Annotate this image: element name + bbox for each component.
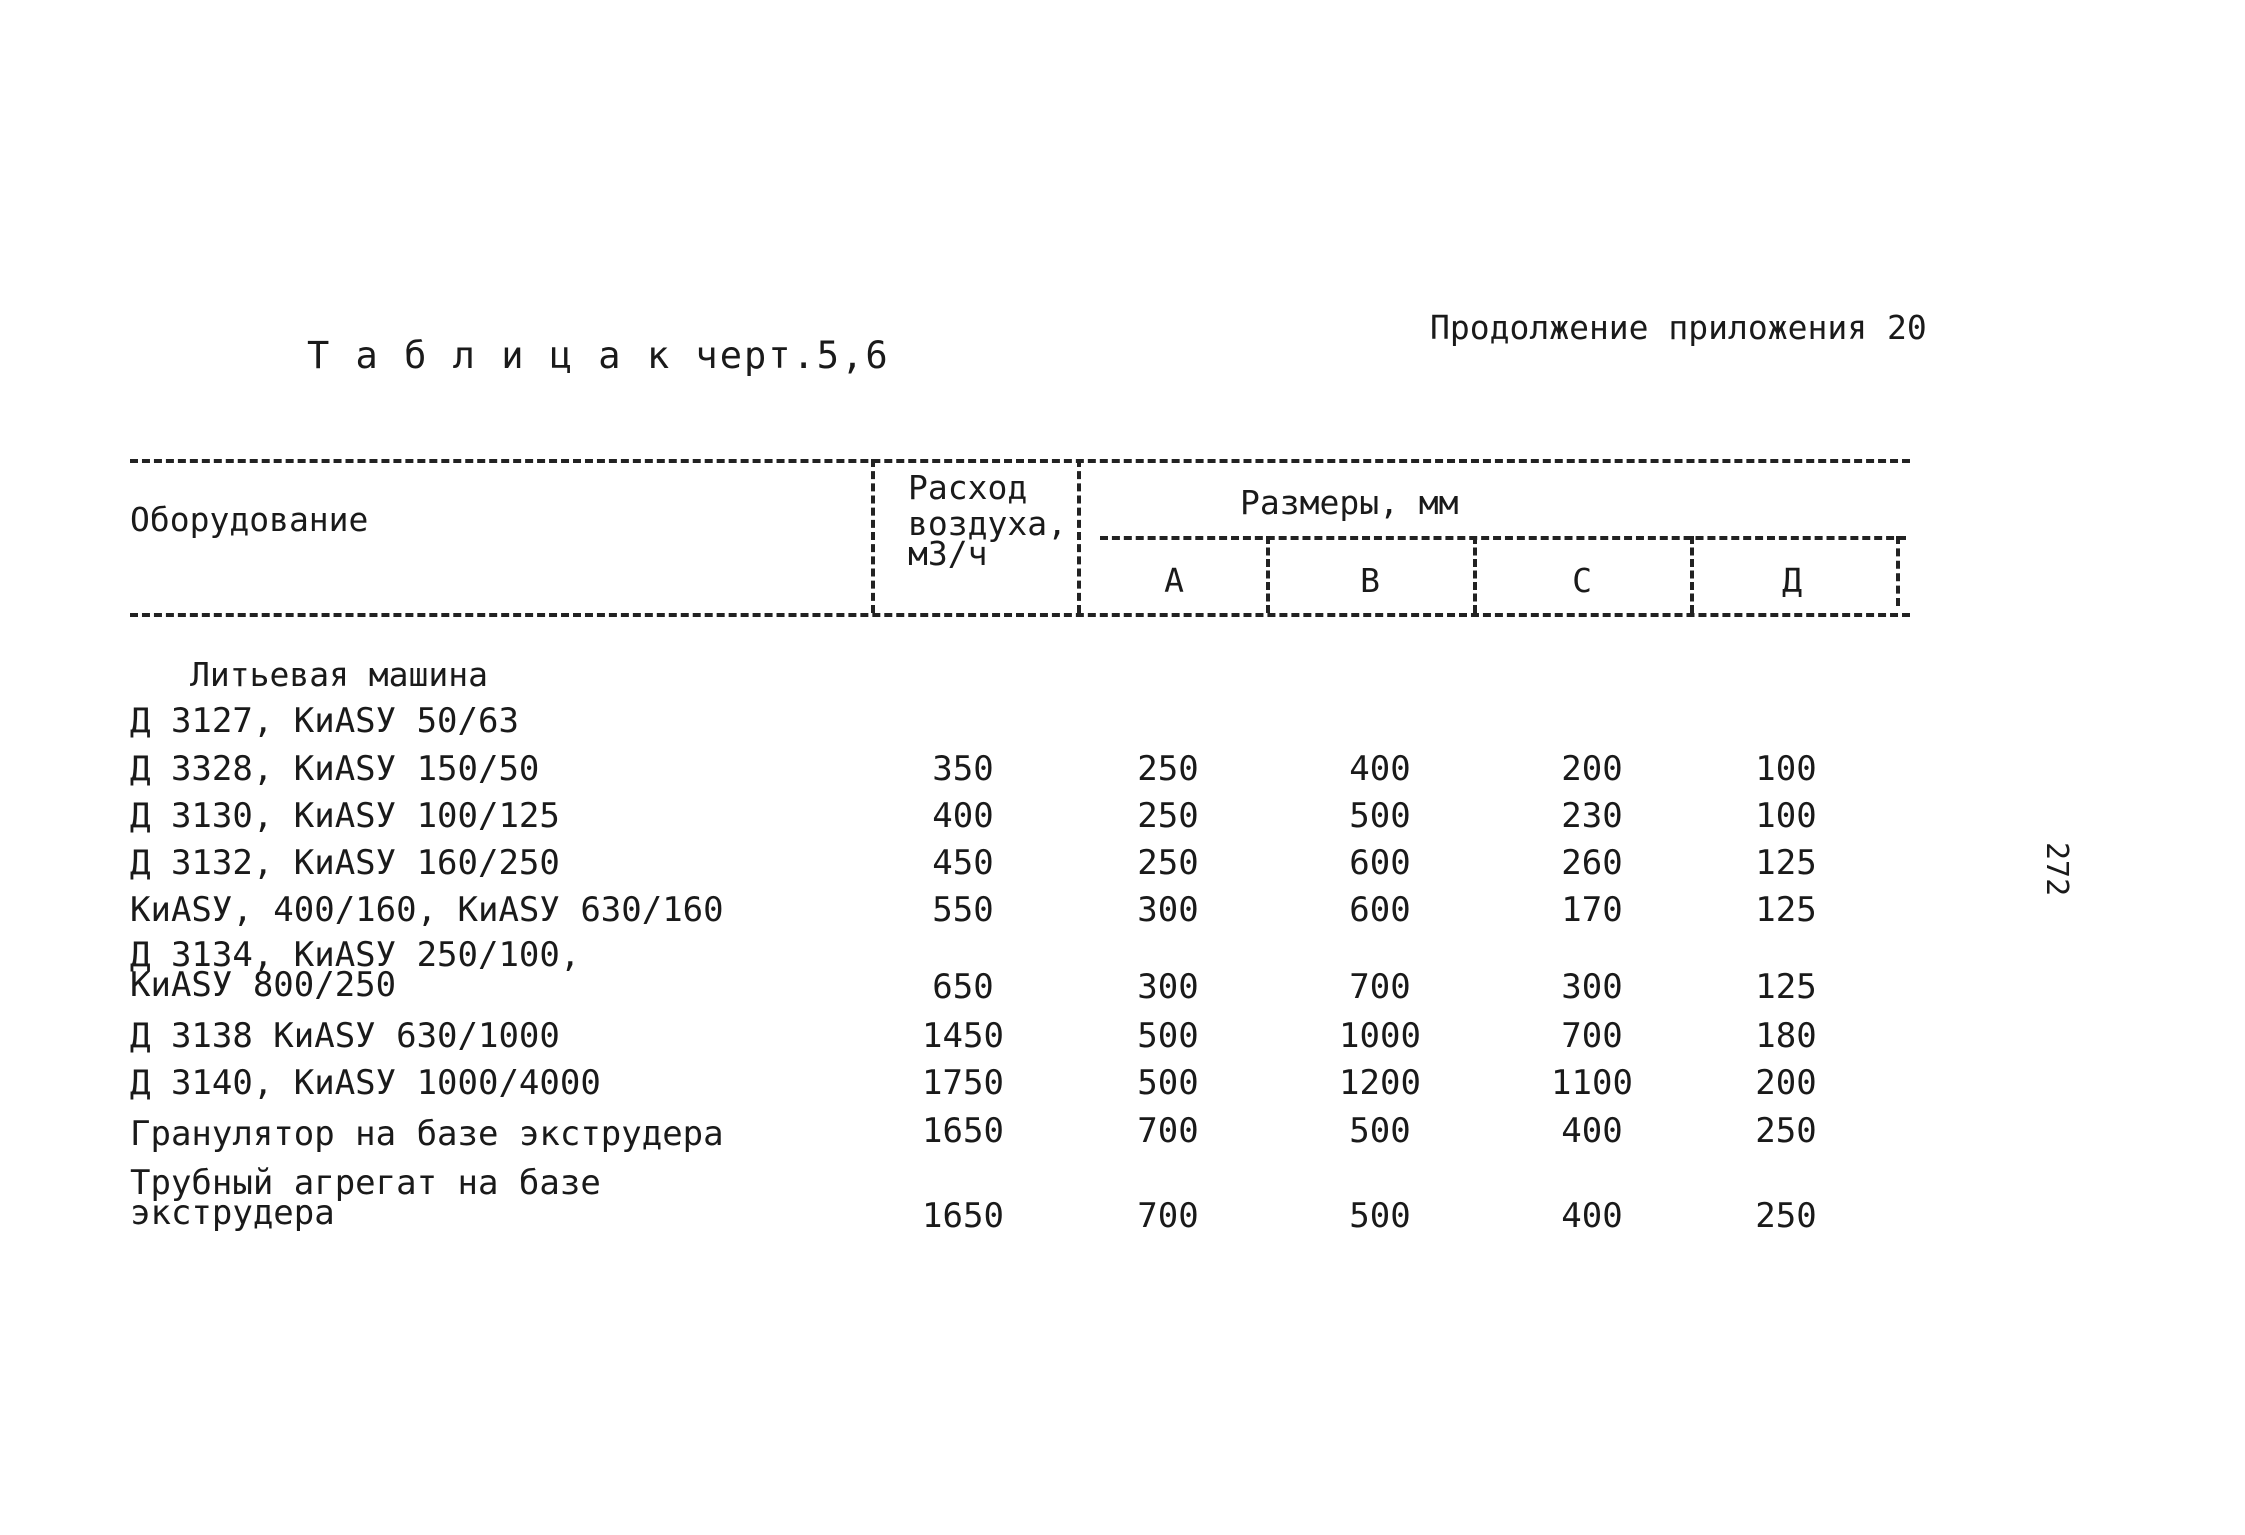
cell-air-flow: 650 — [932, 967, 994, 1007]
cell-c: 1100 — [1551, 1063, 1633, 1103]
cell-b: 400 — [1349, 749, 1411, 789]
cell-a: 250 — [1137, 796, 1199, 836]
header-col-d: Д — [1782, 561, 1802, 600]
row-name: Гранулятор на базе экструдера — [130, 1114, 724, 1154]
vrule-b-c — [1473, 536, 1477, 613]
header-air-flow-3: м3/ч — [908, 534, 988, 573]
row-name-line-1: Д 3134, КиASУ 250/100, — [130, 935, 581, 975]
header-col-b: В — [1360, 561, 1380, 600]
cell-c: 260 — [1561, 843, 1623, 883]
row-name: Д 3138 КиASУ 630/1000 — [130, 1016, 560, 1056]
cell-c: 230 — [1561, 796, 1623, 836]
cell-b: 700 — [1349, 967, 1411, 1007]
cell-air-flow: 1650 — [922, 1111, 1004, 1151]
cell-a: 250 — [1137, 843, 1199, 883]
row-name: КиASУ, 400/160, КиASУ 630/160 — [130, 890, 724, 930]
cell-c: 700 — [1561, 1016, 1623, 1056]
cell-d: 100 — [1755, 796, 1817, 836]
header-air-flow-1: Расход — [908, 468, 1028, 507]
cell-a: 700 — [1137, 1196, 1199, 1236]
page-number: 272 — [2039, 842, 2074, 897]
dimensions-rule — [1100, 536, 1906, 540]
cell-d: 200 — [1755, 1063, 1817, 1103]
vrule-a-b — [1266, 536, 1270, 613]
vrule-equipment-air — [871, 459, 875, 613]
row-name-line-2: КиASУ 800/250 — [130, 965, 397, 1005]
row-name: Д 3132, КиASУ 160/250 — [130, 843, 560, 883]
row-name: Д 3140, КиASУ 1000/4000 — [130, 1063, 601, 1103]
header-dimensions: Размеры, мм — [1240, 483, 1459, 522]
cell-b: 1200 — [1339, 1063, 1421, 1103]
cell-d: 125 — [1755, 890, 1817, 930]
table-top-rule — [130, 459, 1910, 463]
cell-d: 250 — [1755, 1196, 1817, 1236]
row-name: Д 3328, КиASУ 150/50 — [130, 749, 540, 789]
row-name-line-2: экструдера — [130, 1193, 335, 1233]
cell-d: 250 — [1755, 1111, 1817, 1151]
header-bottom-rule — [130, 613, 1910, 617]
cell-air-flow: 550 — [932, 890, 994, 930]
cell-a: 700 — [1137, 1111, 1199, 1151]
cell-air-flow: 450 — [932, 843, 994, 883]
cell-c: 200 — [1561, 749, 1623, 789]
row-name: Д 3127, КиASУ 50/63 — [130, 701, 519, 741]
vrule-air-dims — [1077, 459, 1081, 613]
row-name-line-1: Трубный агрегат на базе — [130, 1163, 601, 1203]
cell-a: 500 — [1137, 1063, 1199, 1103]
cell-a: 500 — [1137, 1016, 1199, 1056]
row-name: Д 3130, КиASУ 100/125 — [130, 796, 560, 836]
table-title: Т а б л и ц а к черт.5,6 — [307, 334, 890, 377]
cell-air-flow: 400 — [932, 796, 994, 836]
cell-b: 500 — [1349, 796, 1411, 836]
cell-b: 600 — [1349, 890, 1411, 930]
cell-air-flow: 350 — [932, 749, 994, 789]
header-col-c: С — [1572, 561, 1592, 600]
header-col-a: А — [1164, 561, 1184, 600]
cell-d: 125 — [1755, 843, 1817, 883]
group-label: Литьевая машина — [190, 655, 489, 694]
cell-b: 500 — [1349, 1111, 1411, 1151]
cell-d: 100 — [1755, 749, 1817, 789]
cell-c: 170 — [1561, 890, 1623, 930]
cell-c: 400 — [1561, 1111, 1623, 1151]
continuation-note: Продолжение приложения 20 — [1430, 308, 1927, 347]
cell-b: 1000 — [1339, 1016, 1421, 1056]
cell-c: 400 — [1561, 1196, 1623, 1236]
cell-air-flow: 1450 — [922, 1016, 1004, 1056]
cell-a: 250 — [1137, 749, 1199, 789]
cell-d: 125 — [1755, 967, 1817, 1007]
cell-d: 180 — [1755, 1016, 1817, 1056]
header-equipment: Оборудование — [130, 500, 369, 539]
cell-air-flow: 1650 — [922, 1196, 1004, 1236]
cell-a: 300 — [1137, 890, 1199, 930]
cell-c: 300 — [1561, 967, 1623, 1007]
header-air-flow-2: воздуха, — [908, 504, 1067, 543]
cell-b: 600 — [1349, 843, 1411, 883]
vrule-c-d — [1690, 536, 1694, 613]
cell-b: 500 — [1349, 1196, 1411, 1236]
vrule-right — [1896, 536, 1900, 606]
cell-air-flow: 1750 — [922, 1063, 1004, 1103]
cell-a: 300 — [1137, 967, 1199, 1007]
